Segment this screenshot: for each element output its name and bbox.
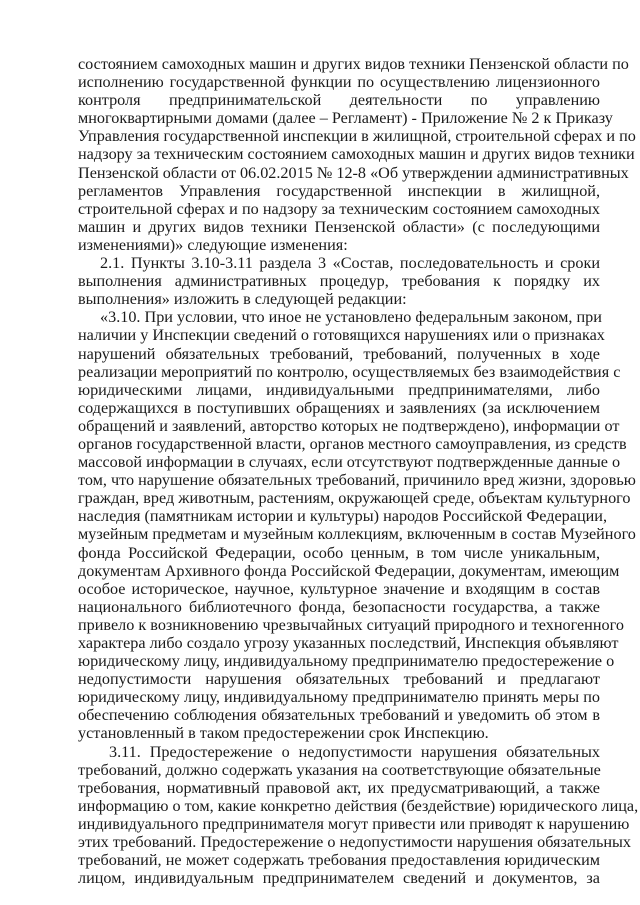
text-line: музейным предметам и музейным коллекциям, включенным в состав Музейного bbox=[78, 525, 636, 544]
text-line: требований, не может содержать требования предоставления юридическим bbox=[78, 851, 600, 870]
text-line: документам Архивного фонда Российской Федерации, документам, имеющим bbox=[78, 561, 620, 580]
text-line: требований, должно содержать указания на соответствующие обязательные bbox=[78, 760, 601, 779]
text-line: содержащихся в поступивших обращениях и заявлениях (за исключением bbox=[78, 398, 600, 417]
text-line: привело к возникновению чрезвычайных ситуаций природного и техногенного bbox=[78, 615, 624, 634]
text-line: юридическому лицу, индивидуальному предпринимателю принять меры по bbox=[78, 688, 600, 707]
text-line: характера либо создало угрозу указанных последствий, Инспекция объявляют bbox=[78, 634, 619, 652]
text-line: требования, нормативный правовой акт, их предусматривающий, а также bbox=[78, 778, 600, 797]
text-line: выполнения административных процедур, требования к порядку их bbox=[78, 272, 600, 291]
text-line: состоянием самоходных машин и других видов техники Пензенской области по bbox=[78, 55, 629, 73]
text-line: выполнения» изложить в следующей редакции: bbox=[78, 290, 407, 309]
text-line: органов государственной власти, органов местного самоуправления, из средств bbox=[78, 434, 627, 453]
text-line: надзору за техническим состоянием самоходных машин и других видов техники bbox=[78, 145, 635, 164]
text-line: информацию о том, какие конкретно действия (бездействие) юридического лица, bbox=[78, 796, 639, 815]
text-line: наличии у Инспекции сведений о готовящихся нарушениях или о признаках bbox=[78, 326, 605, 345]
text-line: лицом, индивидуальным предпринимателем сведений и документов, за bbox=[78, 869, 600, 888]
text-line: изменениями)» следующие изменения: bbox=[78, 235, 348, 254]
text-line: контроля предпринимательской деятельности по управлению bbox=[78, 91, 600, 110]
text-line: фонда Российской Федерации, особо ценным, в том числе уникальным, bbox=[78, 543, 600, 562]
text-line: особое историческое, научное, культурное значение и входящим в состав bbox=[78, 579, 600, 598]
text-line: 2.1. Пункты 3.10-3.11 раздела 3 «Состав, последовательность и сроки bbox=[100, 254, 600, 273]
text-line: многоквартирными домами (далее – Регламент) - Приложение № 2 к Приказу bbox=[78, 109, 613, 128]
text-line: массовой информации в случаях, если отсутствуют подтвержденные данные о bbox=[78, 453, 621, 472]
text-line: этих требований. Предостережение о недопустимости нарушения обязательных bbox=[78, 833, 631, 852]
text-line: регламентов Управления государственной инспекции в жилищной, bbox=[78, 181, 600, 200]
text-line: установленный в таком предостережении срок Инспекцию. bbox=[78, 724, 489, 743]
text-line: индивидуального предпринимателя могут привести или приводят к нарушению bbox=[78, 814, 630, 833]
text-line: «3.10. При условии, что иное не установлено федеральным законом, при bbox=[100, 308, 602, 327]
text-line: наследия (памятникам истории и культуры) народов Российской Федерации, bbox=[78, 507, 607, 526]
text-line: реализации мероприятий по контролю, осуществляемых без взаимодействия с bbox=[78, 362, 621, 381]
text-line: юридическому лицу, индивидуальному предпринимателю предостережение о bbox=[78, 652, 615, 671]
document-body bbox=[78, 55, 639, 888]
text-line: национального библиотечного фонда, безопасности государства, а также bbox=[78, 597, 600, 616]
text-line: нарушений обязательных требований, требований, полученных в ходе bbox=[78, 344, 600, 363]
text-line: обеспечению соблюдения обязательных требований и уведомить об этом в bbox=[78, 706, 600, 725]
text-line: том, что нарушение обязательных требований, причинило вред жизни, здоровью bbox=[78, 471, 636, 490]
text-line: Пензенской области от 06.02.2015 № 12-8 «Об утверждении административных bbox=[78, 163, 629, 182]
text-line: строительной сферах и по надзору за техническим состоянием самоходных bbox=[78, 199, 600, 218]
text-line: обращений и заявлений, авторство которых не подтверждено), информации от bbox=[78, 416, 620, 435]
text-line: граждан, вред животным, растениям, окружающей среде, объектам культурного bbox=[78, 489, 631, 508]
text-line: Управления государственной инспекции в жилищной, строительной сферах и по bbox=[78, 127, 636, 146]
text-line: исполнению государственной функции по осуществлению лицензионного bbox=[78, 73, 600, 92]
text-line: недопустимости нарушения обязательных требований и предлагают bbox=[78, 670, 600, 689]
text-line: машин и других видов техники Пензенской области» (с последующими bbox=[78, 217, 600, 236]
text-line: 3.11. Предостережение о недопустимости нарушения обязательных bbox=[109, 742, 600, 761]
text-line: юридическими лицами, индивидуальными предпринимателями, либо bbox=[78, 380, 600, 399]
